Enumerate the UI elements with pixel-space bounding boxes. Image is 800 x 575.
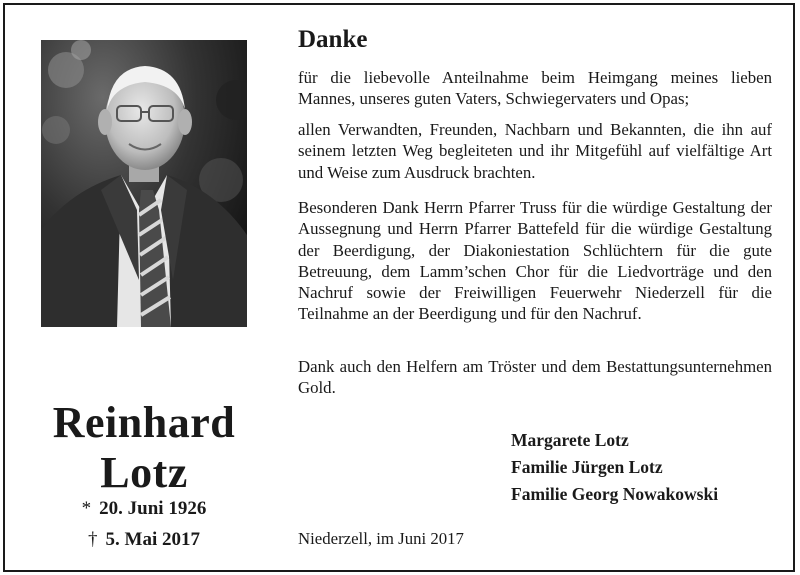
signature-line: Margarete Lotz [511,430,629,450]
death-date-line [30,529,258,551]
thanks-paragraph-3: Besonderen Dank Herrn Pfarrer Truss für die würdige Gestaltung der Aussegnung und Herrn Pfarrer Battefeld für die würdige Gestaltung der Beerdigung, der Diakoniestation Schlüchtern für die gute Betreuung, dem Lamm’schen Chor für die Liedvorträge und den Nachruf sowie der Freiwilligen Feuerwehr Niederzell für die Teilnahme an der Beerdigung und für den Nachruf. [298,198,772,324]
thanks-paragraph-4: Dank auch den Helfern am Tröster und dem Bestattungsunternehmen Gold. [298,357,772,398]
notice-heading: Danke [298,26,368,53]
birth-date: 20. Juni 1926 [99,498,207,519]
death-date: 5. Mai 2017 [105,529,200,550]
signature-line: Familie Jürgen Lotz [511,457,663,477]
place-and-date: Niederzell, im Juni 2017 [298,529,464,548]
thanks-paragraph-2: allen Verwandten, Freunden, Nachbarn und Bekannten, die ihn auf seinem letzten Weg begleiteten und ihr Mitgefühl auf vielfältige Art und Weise zum Ausdruck brachten. [298,120,772,182]
signature-line: Familie Georg Nowakowski [511,484,719,504]
birth-date-line [30,498,258,520]
portrait-photo [41,40,247,327]
deceased-first-name: Reinhard [52,398,236,447]
death-cross-icon: † [88,529,98,550]
deceased-last-name: Lotz [100,448,188,497]
thanks-paragraph-1: für die liebevolle Anteilnahme beim Heimgang meines lieben Mannes, unseres guten Vaters, Schwiegervaters und Opas; [298,68,772,109]
birth-star-icon: * [81,498,92,519]
